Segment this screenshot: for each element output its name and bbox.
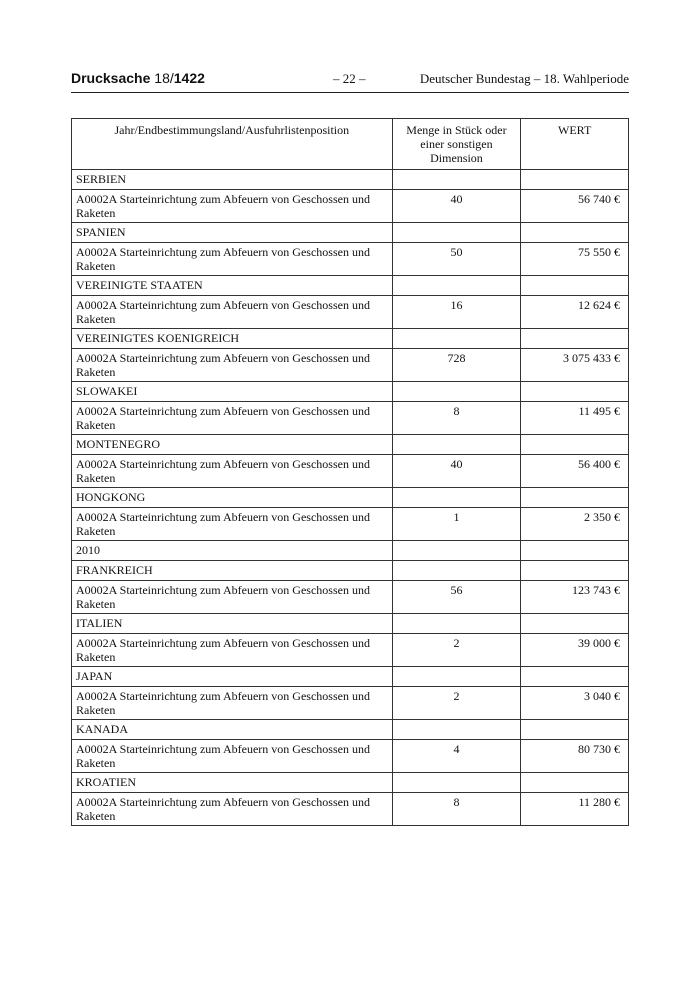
quantity-cell: [392, 720, 521, 740]
quantity-cell: 40: [392, 455, 521, 488]
value-cell: [521, 541, 629, 561]
value-cell: 123 743 €: [521, 581, 629, 614]
table-body: [72, 170, 629, 826]
value-cell: 3 075 433 €: [521, 349, 629, 382]
quantity-cell: 728: [392, 349, 521, 382]
quantity-cell: 40: [392, 190, 521, 223]
document-number-prefix: 18/: [154, 70, 174, 86]
position-cell: A0002A Starteinrichtung zum Abfeuern von Geschossen und Raketen: [72, 296, 393, 329]
document-label: Drucksache: [71, 70, 151, 86]
section-row: [72, 720, 629, 740]
section-row: [72, 614, 629, 634]
quantity-cell: [392, 276, 521, 296]
quantity-cell: [392, 488, 521, 508]
section-label: VEREINIGTE STAATEN: [72, 276, 393, 296]
table-row: [72, 455, 629, 488]
section-label: HONGKONG: [72, 488, 393, 508]
position-cell: A0002A Starteinrichtung zum Abfeuern von Geschossen und Raketen: [72, 455, 393, 488]
column-header-value: WERT: [521, 119, 629, 170]
position-cell: A0002A Starteinrichtung zum Abfeuern von Geschossen und Raketen: [72, 634, 393, 667]
section-label: KROATIEN: [72, 773, 393, 793]
section-label: MONTENEGRO: [72, 435, 393, 455]
section-row: [72, 223, 629, 243]
publisher: Deutscher Bundestag – 18. Wahlperiode: [419, 71, 629, 86]
position-cell: A0002A Starteinrichtung zum Abfeuern von Geschossen und Raketen: [72, 793, 393, 826]
quantity-cell: 4: [392, 740, 521, 773]
column-header-quantity: Menge in Stück oder einer sonstigen Dimension: [392, 119, 521, 170]
quantity-cell: [392, 435, 521, 455]
value-cell: 3 040 €: [521, 687, 629, 720]
table-row: [72, 581, 629, 614]
section-row: [72, 170, 629, 190]
table-header-row: [72, 119, 629, 170]
value-cell: 75 550 €: [521, 243, 629, 276]
value-cell: [521, 488, 629, 508]
position-cell: A0002A Starteinrichtung zum Abfeuern von Geschossen und Raketen: [72, 190, 393, 223]
quantity-cell: [392, 170, 521, 190]
section-label: VEREINIGTES KOENIGREICH: [72, 329, 393, 349]
value-cell: [521, 170, 629, 190]
value-cell: [521, 276, 629, 296]
quantity-cell: 2: [392, 687, 521, 720]
value-cell: 80 730 €: [521, 740, 629, 773]
section-label: 2010: [72, 541, 393, 561]
position-cell: A0002A Starteinrichtung zum Abfeuern von Geschossen und Raketen: [72, 402, 393, 435]
value-cell: [521, 614, 629, 634]
table-row: [72, 243, 629, 276]
quantity-cell: 1: [392, 508, 521, 541]
quantity-cell: [392, 541, 521, 561]
value-cell: [521, 667, 629, 687]
value-cell: [521, 773, 629, 793]
table-row: [72, 508, 629, 541]
quantity-cell: 56: [392, 581, 521, 614]
value-cell: 56 400 €: [521, 455, 629, 488]
section-row: [72, 488, 629, 508]
document-number-value: [154, 70, 205, 86]
value-cell: [521, 561, 629, 581]
quantity-cell: [392, 382, 521, 402]
section-row: [72, 541, 629, 561]
table-row: [72, 793, 629, 826]
quantity-cell: 50: [392, 243, 521, 276]
section-row: [72, 435, 629, 455]
quantity-cell: [392, 667, 521, 687]
value-cell: [521, 435, 629, 455]
section-label: SLOWAKEI: [72, 382, 393, 402]
column-header-position: Jahr/Endbestimmungsland/Ausfuhrlistenposition: [72, 119, 393, 170]
document-number: [71, 70, 205, 86]
export-table: [71, 118, 629, 826]
table-row: [72, 687, 629, 720]
section-row: [72, 329, 629, 349]
value-cell: [521, 223, 629, 243]
table-row: [72, 190, 629, 223]
quantity-cell: [392, 223, 521, 243]
value-cell: 2 350 €: [521, 508, 629, 541]
quantity-cell: [392, 329, 521, 349]
section-label: FRANKREICH: [72, 561, 393, 581]
table-row: [72, 402, 629, 435]
section-row: [72, 667, 629, 687]
quantity-cell: [392, 561, 521, 581]
position-cell: A0002A Starteinrichtung zum Abfeuern von Geschossen und Raketen: [72, 349, 393, 382]
quantity-cell: 2: [392, 634, 521, 667]
position-cell: A0002A Starteinrichtung zum Abfeuern von Geschossen und Raketen: [72, 687, 393, 720]
table-row: [72, 634, 629, 667]
section-label: ITALIEN: [72, 614, 393, 634]
table-row: [72, 296, 629, 329]
value-cell: [521, 329, 629, 349]
quantity-cell: 8: [392, 402, 521, 435]
value-cell: 12 624 €: [521, 296, 629, 329]
value-cell: [521, 382, 629, 402]
value-cell: 39 000 €: [521, 634, 629, 667]
section-label: SPANIEN: [72, 223, 393, 243]
position-cell: A0002A Starteinrichtung zum Abfeuern von Geschossen und Raketen: [72, 581, 393, 614]
section-row: [72, 276, 629, 296]
quantity-cell: 16: [392, 296, 521, 329]
document-number-bold: 1422: [173, 70, 205, 86]
section-label: JAPAN: [72, 667, 393, 687]
table-row: [72, 349, 629, 382]
section-label: SERBIEN: [72, 170, 393, 190]
position-cell: A0002A Starteinrichtung zum Abfeuern von Geschossen und Raketen: [72, 243, 393, 276]
page-number: – 22 –: [333, 71, 366, 86]
quantity-cell: [392, 614, 521, 634]
value-cell: [521, 720, 629, 740]
section-row: [72, 773, 629, 793]
value-cell: 11 495 €: [521, 402, 629, 435]
quantity-cell: [392, 773, 521, 793]
section-label: KANADA: [72, 720, 393, 740]
quantity-cell: 8: [392, 793, 521, 826]
position-cell: A0002A Starteinrichtung zum Abfeuern von Geschossen und Raketen: [72, 740, 393, 773]
table-row: [72, 740, 629, 773]
section-row: [72, 382, 629, 402]
section-row: [72, 561, 629, 581]
position-cell: A0002A Starteinrichtung zum Abfeuern von Geschossen und Raketen: [72, 508, 393, 541]
page-header: [71, 70, 629, 93]
value-cell: 11 280 €: [521, 793, 629, 826]
value-cell: 56 740 €: [521, 190, 629, 223]
